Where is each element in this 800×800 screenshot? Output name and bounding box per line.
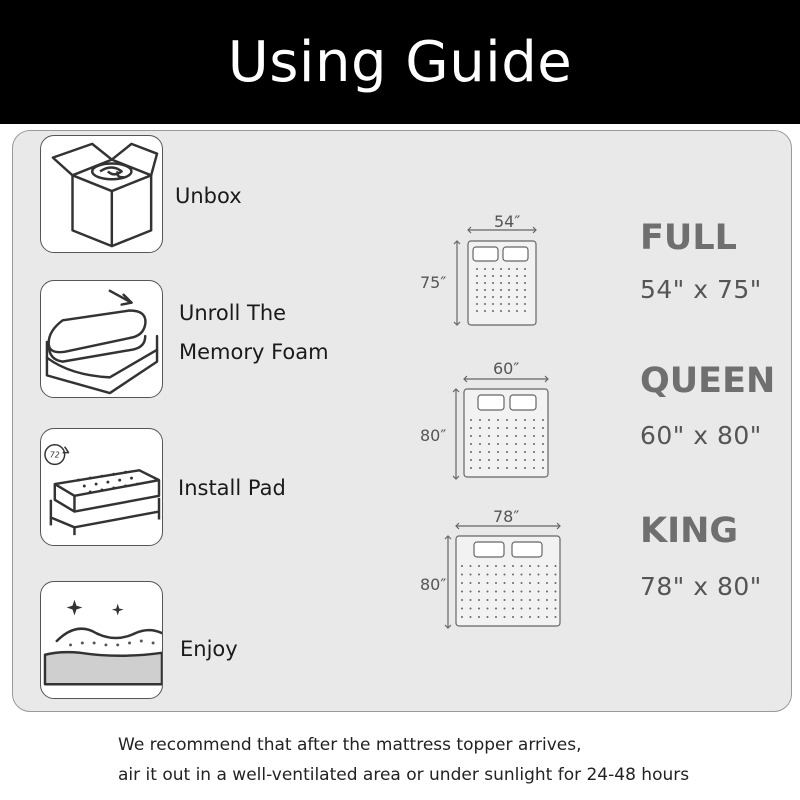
mattress-dot — [546, 591, 548, 593]
mattress-dot — [484, 296, 486, 298]
mattress-dot — [512, 608, 514, 610]
mattress-dot — [521, 608, 523, 610]
mattress-dot — [476, 303, 478, 305]
mattress-dot — [479, 459, 481, 461]
mattress-dot — [492, 310, 494, 312]
note-line-1: We recommend that after the mattress topper arrives, — [118, 735, 582, 755]
mattress-dot — [488, 427, 490, 429]
mattress-dot — [521, 599, 523, 601]
mattress-dot — [461, 565, 463, 567]
mattress-dot — [542, 427, 544, 429]
mattress-dot — [488, 419, 490, 421]
mattress-dot — [487, 616, 489, 618]
mattress-dot — [512, 574, 514, 576]
mattress-dot — [515, 419, 517, 421]
mattress-dot — [495, 591, 497, 593]
mattress-dot — [516, 275, 518, 277]
mattress-dot — [488, 459, 490, 461]
mattress-dot — [546, 582, 548, 584]
mattress-dot — [492, 289, 494, 291]
step-install-card — [40, 428, 163, 546]
mattress-dot — [461, 608, 463, 610]
mattress-dot — [529, 591, 531, 593]
mattress-dot — [529, 565, 531, 567]
mattress-dot — [484, 303, 486, 305]
mattress-dot — [524, 310, 526, 312]
mattress-dot — [492, 296, 494, 298]
mattress-dot — [555, 591, 557, 593]
mattress-dot — [495, 608, 497, 610]
mattress-dot — [524, 435, 526, 437]
size-name-queen: QUEEN — [640, 361, 776, 401]
mattress-dot — [476, 282, 478, 284]
mattress-dot — [504, 599, 506, 601]
mattress-dot — [495, 565, 497, 567]
mattress-dot — [508, 289, 510, 291]
mattress-dot — [488, 435, 490, 437]
mattress-dot — [487, 599, 489, 601]
mattress-dot — [542, 443, 544, 445]
mattress-dot — [492, 303, 494, 305]
mattress-dot — [504, 582, 506, 584]
mattress-dot — [506, 451, 508, 453]
mattress-dot — [487, 565, 489, 567]
mattress-dot — [476, 268, 478, 270]
mattress-dot — [479, 467, 481, 469]
mattress-dot — [524, 467, 526, 469]
step-unroll-label-line2: Memory Foam — [179, 340, 329, 364]
mattress-dot — [524, 275, 526, 277]
install-badge-text: 72 — [49, 450, 60, 460]
mattress-dot — [515, 451, 517, 453]
mattress-dot — [524, 268, 526, 270]
step-install-label: Install Pad — [178, 476, 286, 500]
mattress-dot — [538, 608, 540, 610]
full-width-label: 54″ — [494, 212, 521, 231]
mattress-dot — [533, 419, 535, 421]
mattress-dot — [542, 435, 544, 437]
queen-length-label: 80″ — [420, 426, 447, 445]
mattress-dot — [479, 443, 481, 445]
mattress-dot — [524, 459, 526, 461]
mattress-dot — [478, 616, 480, 618]
mattress-dot — [478, 565, 480, 567]
full-length-label: 75″ — [420, 273, 447, 292]
queen-width-label: 60″ — [493, 359, 520, 378]
mattress-dot — [529, 616, 531, 618]
mattress-dot — [484, 268, 486, 270]
mattress-dot — [495, 599, 497, 601]
mattress-dot — [533, 427, 535, 429]
mattress-dot — [529, 582, 531, 584]
mattress-dot — [497, 435, 499, 437]
mattress-dot — [470, 459, 472, 461]
mattress-dot — [542, 451, 544, 453]
mattress-dot — [470, 565, 472, 567]
mattress-dot — [538, 565, 540, 567]
mattress-dot — [555, 608, 557, 610]
mattress-dot — [524, 443, 526, 445]
mattress-dot — [538, 616, 540, 618]
mattress-dot — [497, 467, 499, 469]
mattress-dot — [524, 451, 526, 453]
mattress-dot — [533, 451, 535, 453]
mattress-dot — [461, 591, 463, 593]
mattress-dot — [484, 275, 486, 277]
mattress-dot — [508, 268, 510, 270]
mattress-dot — [538, 599, 540, 601]
mattress-dot — [461, 582, 463, 584]
page-title: Using Guide — [227, 29, 573, 95]
mattress-dot — [504, 608, 506, 610]
step-enjoy-label: Enjoy — [180, 637, 238, 661]
mattress-dot — [476, 289, 478, 291]
mattress-dot — [461, 574, 463, 576]
mattress-dot — [487, 591, 489, 593]
mattress-dot — [470, 599, 472, 601]
mattress-dot — [476, 296, 478, 298]
mattress-dot — [533, 443, 535, 445]
mattress-dot — [546, 608, 548, 610]
mattress-dot — [479, 451, 481, 453]
size-name-king: KING — [640, 511, 739, 551]
mattress-dot — [484, 310, 486, 312]
mattress-dot — [504, 574, 506, 576]
mattress-dot — [506, 419, 508, 421]
mattress-dot — [508, 282, 510, 284]
mattress-dot — [524, 419, 526, 421]
mattress-dot — [470, 435, 472, 437]
mattress-dot — [521, 574, 523, 576]
mattress-dot — [508, 275, 510, 277]
mattress-dot — [479, 427, 481, 429]
mattress-dot — [492, 275, 494, 277]
mattress-dot — [515, 443, 517, 445]
mattress-dot — [470, 443, 472, 445]
step-unroll-label-line1: Unroll The — [179, 301, 287, 325]
enjoy-foam-icon — [41, 582, 162, 698]
mattress-dot — [470, 608, 472, 610]
header-bar — [0, 0, 800, 124]
box-icon — [41, 136, 162, 252]
mattress-dot — [515, 467, 517, 469]
mattress-dot — [500, 310, 502, 312]
king-width-label: 78″ — [493, 507, 520, 526]
mattress-dot — [478, 608, 480, 610]
mattress-dot — [487, 608, 489, 610]
mattress-dot — [495, 574, 497, 576]
mattress-dot — [470, 427, 472, 429]
mattress-dot — [546, 616, 548, 618]
mattress-dot — [529, 599, 531, 601]
step-unroll-card — [40, 280, 163, 398]
mattress-dot — [508, 310, 510, 312]
mattress-dot — [512, 582, 514, 584]
mattress-dot — [484, 289, 486, 291]
mattress-dot — [555, 565, 557, 567]
mattress-dot — [470, 591, 472, 593]
mattress-dot — [521, 582, 523, 584]
mattress-dot — [470, 451, 472, 453]
mattress-dot — [504, 591, 506, 593]
mattress-dot — [512, 616, 514, 618]
mattress-dot — [487, 582, 489, 584]
mattress-dot — [487, 574, 489, 576]
mattress-dot — [538, 582, 540, 584]
mattress-dot — [521, 565, 523, 567]
mattress-dot — [524, 427, 526, 429]
mattress-dot — [538, 591, 540, 593]
install-pad-icon — [41, 429, 162, 545]
mattress-dot — [542, 467, 544, 469]
mattress-dot — [500, 268, 502, 270]
king-length-label: 80″ — [420, 575, 447, 594]
mattress-dot — [497, 451, 499, 453]
step-unbox-label: Unbox — [175, 184, 242, 208]
mattress-dot — [461, 616, 463, 618]
mattress-dot — [538, 574, 540, 576]
mattress-dot — [495, 582, 497, 584]
mattress-dot — [500, 275, 502, 277]
mattress-dot — [506, 459, 508, 461]
mattress-dot — [500, 289, 502, 291]
mattress-dot — [515, 427, 517, 429]
mattress-dot — [500, 296, 502, 298]
mattress-dot — [497, 443, 499, 445]
mattress-dot — [512, 591, 514, 593]
mattress-dot — [506, 467, 508, 469]
mattress-dot — [504, 565, 506, 567]
mattress-dot — [546, 565, 548, 567]
mattress-dot — [476, 310, 478, 312]
mattress-dot — [516, 310, 518, 312]
mattress-dot — [546, 599, 548, 601]
mattress-dot — [524, 289, 526, 291]
mattress-dot — [492, 282, 494, 284]
mattress-dot — [506, 435, 508, 437]
size-dims-king: 78" x 80" — [640, 572, 762, 601]
mattress-dot — [488, 451, 490, 453]
mattress-dot — [488, 467, 490, 469]
mattress-dot — [542, 419, 544, 421]
mattress-dot — [512, 599, 514, 601]
mattress-dot — [533, 435, 535, 437]
mattress-dot — [470, 574, 472, 576]
mattress-dot — [555, 574, 557, 576]
mattress-dot — [516, 303, 518, 305]
mattress-dot — [524, 296, 526, 298]
mattress-dot — [504, 616, 506, 618]
size-dims-full: 54" x 75" — [640, 275, 762, 304]
mattress-dot — [470, 467, 472, 469]
note-line-2: air it out in a well-ventilated area or under sunlight for 24-48 hours — [118, 765, 690, 785]
mattress-dot — [515, 435, 517, 437]
mattress-dot — [524, 282, 526, 284]
unroll-foam-icon — [41, 281, 162, 397]
mattress-dot — [478, 582, 480, 584]
mattress-dot — [479, 435, 481, 437]
step-enjoy-card — [40, 581, 163, 699]
mattress-dot — [500, 282, 502, 284]
mattress-dot — [497, 427, 499, 429]
mattress-dot — [470, 582, 472, 584]
mattress-dot — [555, 599, 557, 601]
mattress-dot — [529, 574, 531, 576]
mattress-dot — [500, 303, 502, 305]
mattress-dot — [524, 303, 526, 305]
mattress-dot — [516, 268, 518, 270]
mattress-dot — [478, 591, 480, 593]
mattress-dot — [497, 459, 499, 461]
mattress-dot — [479, 419, 481, 421]
step-unbox-card — [40, 135, 163, 253]
mattress-dot — [508, 296, 510, 298]
mattress-dot — [484, 282, 486, 284]
mattress-dot — [478, 599, 480, 601]
mattress-dot — [555, 616, 557, 618]
mattress-dot — [478, 574, 480, 576]
mattress-dot — [542, 459, 544, 461]
mattress-dot — [492, 268, 494, 270]
mattress-dot — [533, 459, 535, 461]
mattress-dot — [529, 608, 531, 610]
mattress-dot — [521, 616, 523, 618]
mattress-dot — [516, 282, 518, 284]
mattress-dot — [506, 427, 508, 429]
mattress-dot — [506, 443, 508, 445]
mattress-dot — [516, 296, 518, 298]
mattress-dot — [461, 599, 463, 601]
mattress-dot — [470, 616, 472, 618]
size-dims-queen: 60" x 80" — [640, 421, 762, 450]
size-name-full: FULL — [640, 218, 737, 258]
mattress-dot — [508, 303, 510, 305]
mattress-dot — [476, 275, 478, 277]
mattress-dot — [497, 419, 499, 421]
mattress-dot — [488, 443, 490, 445]
mattress-dot — [515, 459, 517, 461]
mattress-dot — [495, 616, 497, 618]
mattress-dot — [533, 467, 535, 469]
mattress-dot — [470, 419, 472, 421]
mattress-dot — [521, 591, 523, 593]
mattress-dot — [516, 289, 518, 291]
mattress-dot — [546, 574, 548, 576]
mattress-dot — [555, 582, 557, 584]
mattress-dot — [512, 565, 514, 567]
